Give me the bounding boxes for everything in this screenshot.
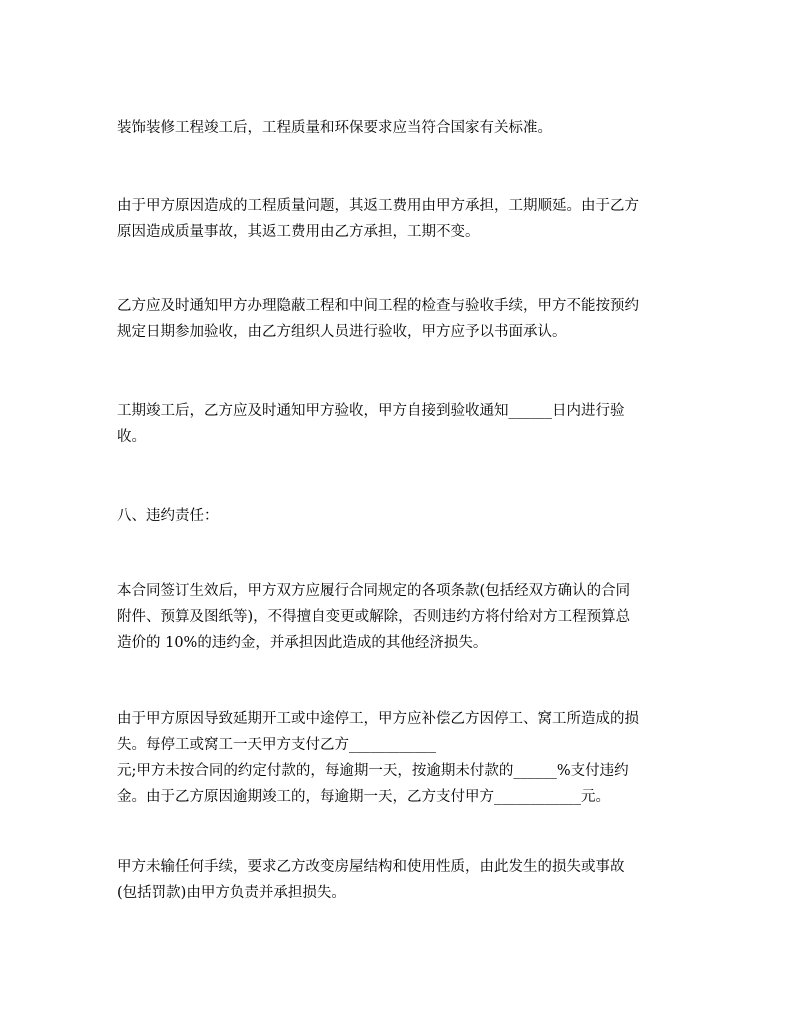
paragraph-line: 附件、预算及图纸等)，不得擅自变更或解除，否则违约方将付给对方工程预算总 xyxy=(117,609,631,625)
paragraph-line: 元;甲方未按合同的约定付款的，每逾期一天，按逾期未付款的______%支付违约 xyxy=(117,763,629,779)
section-heading-breach-liability xyxy=(117,503,687,529)
paragraph-completion-quality xyxy=(117,115,687,141)
paragraph-contract-effect xyxy=(117,578,687,656)
paragraph-quality-responsibility xyxy=(117,193,687,245)
paragraph-line: 由于甲方原因导致延期开工或中途停工，甲方应补偿乙方因停工、窝工所造成的损 xyxy=(117,711,639,727)
paragraph-line: (包括罚款)由甲方负责并承担损失。 xyxy=(117,885,346,901)
paragraph-line: 失。每停工或窝工一天甲方支付乙方____________ xyxy=(117,737,436,753)
paragraph-structure-change xyxy=(117,854,687,906)
paragraph-line: 本合同签订生效后，甲方双方应履行合同规定的各项条款(包括经双方确认的合同 xyxy=(117,583,631,599)
paragraph-line: 由于甲方原因造成的工程质量问题，其返工费用由甲方承担，工期顺延。由于乙方 xyxy=(117,198,639,214)
paragraph-line: 金。由于乙方原因逾期竣工的，每逾期一天，乙方支付甲方____________元。 xyxy=(117,789,610,805)
paragraph-line: 规定日期参加验收，由乙方组织人员进行验收，甲方应予以书面承认。 xyxy=(117,324,567,340)
paragraph-line: 收。 xyxy=(117,429,146,445)
paragraph-line: 甲方未输任何手续，要求乙方改变房屋结构和使用性质，由此发生的损失或事故 xyxy=(117,859,625,875)
paragraph-line: 乙方应及时通知甲方办理隐蔽工程和中间工程的检查与验收手续，甲方不能按预约 xyxy=(117,298,639,314)
paragraph-delay-compensation xyxy=(117,706,687,810)
paragraph-line: 原因造成质量事故，其返工费用由乙方承担，工期不变。 xyxy=(117,224,480,240)
paragraph-line: 造价的 10%的违约金，并承担因此造成的其他经济损失。 xyxy=(117,635,488,651)
paragraph-hidden-works-inspection xyxy=(117,293,687,345)
paragraph-acceptance-notice xyxy=(117,398,687,450)
paragraph-line: 工期竣工后，乙方应及时通知甲方验收，甲方自接到验收通知______日内进行验 xyxy=(117,403,625,419)
paragraph-line: 装饰装修工程竣工后，工程质量和环保要求应当符合国家有关标准。 xyxy=(117,120,552,136)
paragraph-line: 八、违约责任： xyxy=(117,508,219,524)
